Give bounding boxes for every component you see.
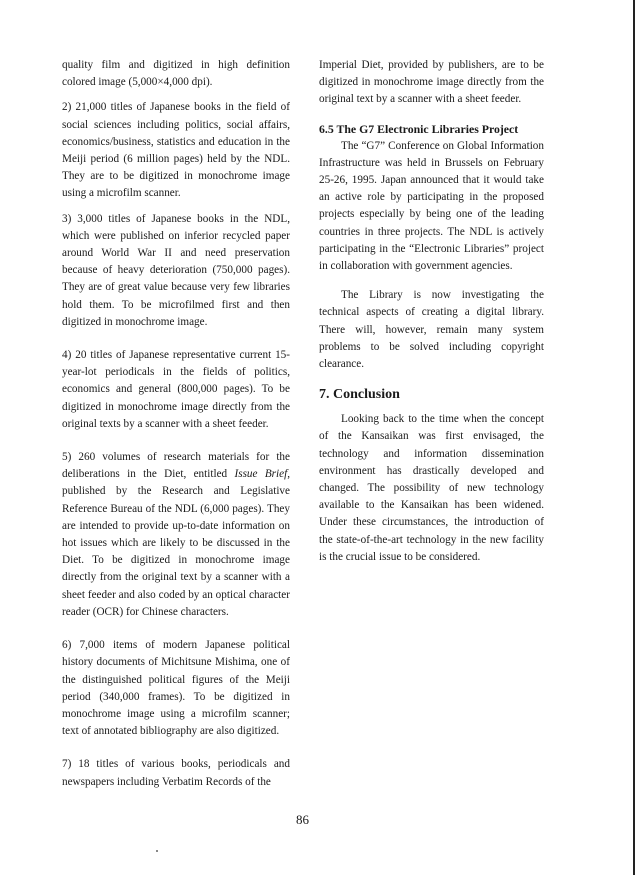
- issue-brief-title: Issue Brief: [234, 468, 288, 481]
- section-heading-conclusion: 7. Conclusion: [319, 387, 400, 403]
- left-column: [62, 57, 290, 799]
- scan-speck: [156, 850, 158, 852]
- section-6-5-paragraph-2: The Library is now investigating the technical aspects of creating a digital library. There will, however, remain many system problems to be solved including copyright clearance.: [319, 289, 544, 371]
- section-heading-6-5: 6.5 The G7 Electronic Libraries Project: [319, 121, 519, 136]
- paragraph-item-5: [62, 449, 290, 621]
- paragraph-item-7: 7) 18 titles of various books, periodicals and newspapers including Verbatim Records of the: [62, 758, 290, 788]
- item-5-text-after: , published by the Research and Legislative Reference Bureau of the NDL (6,000 pages). They are intended to provide up-to-date information on hot issues which are likely to be discussed in the Diet. To be digitized in monochrome image directly from the original text by a scanner with a sheet feeder and also coded by an optical character reader (OCR) for Chinese characters.: [62, 468, 290, 618]
- paragraph-continuation: Imperial Diet, provided by publishers, are to be digitized in monochrome image directly from the original text by a scanner with a sheet feeder.: [319, 59, 544, 106]
- section-6-5-paragraph-1: The “G7” Conference on Global Information Infrastructure was held in Brussels on February 25-26, 1995. Japan announced that it would take an active role by participating in the proposed projects especially by being one of the leading countries in three projects. The NDL is actively participating in the “Electronic Libraries” project in collaboration with government agencies.: [319, 139, 544, 273]
- paragraph-item-3: 3) 3,000 titles of Japanese books in the NDL, which were published on inferior recycled paper around World War II and need preservation because of heavy deterioration (750,000 pages). They are of great value because very few libraries hold them. To be microfilmed first and then digitized in monochrome image.: [62, 212, 290, 328]
- page-number: 86: [296, 812, 309, 827]
- paragraph-item-1-continuation: quality film and digitized in high definition colored image (5,000×4,000 dpi).: [62, 59, 290, 89]
- item-5-text-before: 5) 260 volumes of research materials for the deliberations in the Diet, entitled: [62, 451, 290, 481]
- conclusion-paragraph: Looking back to the time when the concept of the Kansaikan was first envisaged, the technology and information dissemination environment has drastically developed and changed. The possibility of new technology available to the Kansaikan has been widened. Under these circumstances, the introduction of the state-of-the-art technology in the new facility is the crucial issue to be considered.: [319, 413, 544, 563]
- paragraph-item-4: 4) 20 titles of Japanese representative current 15-year-lot periodicals in the fields of politics, economics and general (800,000 pages). To be digitized in monochrome image directly from the original texts by a scanner with a sheet feeder.: [62, 349, 290, 430]
- paragraph-item-2: 2) 21,000 titles of Japanese books in the field of social sciences including politics, social affairs, economics/business, statistics and education in the Meiji period (6 million pages) held by the NDL. They are to be digitized in monochrome image using a microfilm scanner.: [62, 101, 290, 200]
- paragraph-item-6: 6) 7,000 items of modern Japanese political history documents of Michitsune Mishima, one of the distinguished political figures of the Meiji period (340,000 frames). To be digitized in monochrome image using a microfilm scanner; text of annotated bibliography are also digitized.: [62, 639, 290, 738]
- right-column: [319, 57, 544, 566]
